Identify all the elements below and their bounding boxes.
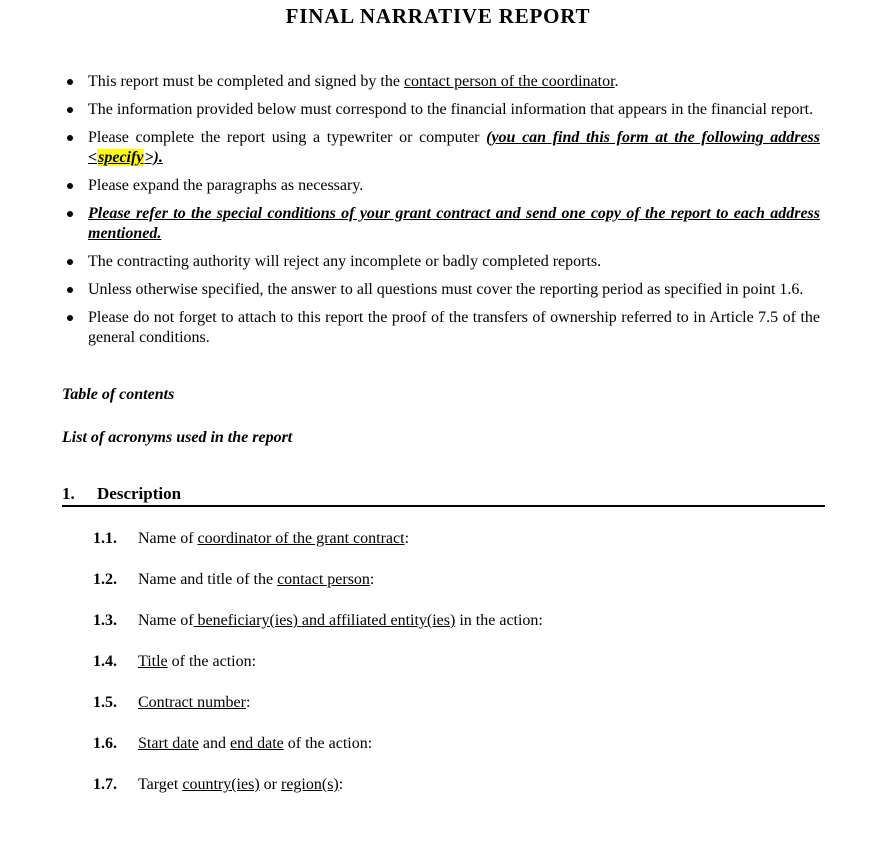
- item-1-3: [0, 611, 876, 631]
- bullet-text: [88, 204, 820, 244]
- section-title: Description: [97, 484, 182, 503]
- description-items: [0, 529, 876, 795]
- item-text: [138, 570, 836, 590]
- bullet-text: [88, 280, 820, 300]
- item-number: 1.5.: [93, 694, 117, 711]
- item-text: [138, 611, 836, 631]
- bullet-text: [88, 252, 820, 272]
- underlined-phrase: coordinator of the grant contract: [197, 530, 405, 547]
- underlined-phrase: Start date: [138, 735, 199, 752]
- bullet-item-2: [0, 100, 876, 120]
- text-segment: :: [404, 530, 410, 547]
- bullet-icon: [67, 79, 73, 85]
- underlined-phrase: beneficiary(ies) and affiliated entity(ies): [193, 612, 456, 629]
- underlined-phrase: Title: [138, 653, 168, 670]
- highlighted-placeholder: specify: [98, 149, 144, 166]
- text-segment: Unless otherwise specified, the answer to all questions must cover the reporting period as specified in point 1.6.: [88, 281, 804, 298]
- bullet-text: [88, 100, 820, 120]
- text-segment: or: [259, 776, 281, 793]
- item-1-7: [0, 775, 876, 795]
- text-segment: of the action:: [167, 653, 257, 670]
- text-segment: Name of: [138, 612, 194, 629]
- acronyms-heading: List of acronyms used in the report: [62, 429, 293, 446]
- item-1-1: [0, 529, 876, 549]
- emphasized-phrase: Please refer to the special conditions of your grant contract and send one copy of the report to each address mentioned.: [88, 205, 820, 242]
- text-segment: and: [198, 735, 230, 752]
- text-segment: :: [338, 776, 344, 793]
- underlined-phrase: contact person of the coordinator: [403, 73, 615, 90]
- item-number: 1.1.: [93, 530, 117, 547]
- instructions-list: [0, 72, 876, 348]
- bullet-icon: [67, 107, 73, 113]
- bullet-icon: [67, 135, 73, 141]
- text-segment: Name and title of the: [138, 571, 278, 588]
- bullet-item-5: [0, 204, 876, 244]
- underlined-phrase: end date: [229, 735, 284, 752]
- bullet-text: [88, 72, 820, 92]
- item-number: 1.7.: [93, 776, 117, 793]
- bullet-item-8: [0, 308, 876, 348]
- item-text: [138, 652, 836, 672]
- underlined-phrase: country(ies): [182, 776, 260, 793]
- item-1-5: [0, 693, 876, 713]
- bullet-text: [88, 128, 820, 168]
- text-segment: The contracting authority will reject any incomplete or badly completed reports.: [88, 253, 602, 270]
- underlined-phrase: region(s): [280, 776, 339, 793]
- text-segment: in the action:: [455, 612, 543, 629]
- text-segment: Please expand the paragraphs as necessary.: [88, 177, 364, 194]
- text-segment: The information provided below must correspond to the financial information that appears in the financial report.: [88, 101, 814, 118]
- bullet-text: [88, 308, 820, 348]
- item-number: 1.4.: [93, 653, 117, 670]
- item-text: [138, 734, 836, 754]
- item-number: 1.2.: [93, 571, 117, 588]
- bullet-icon: [67, 287, 73, 293]
- bullet-item-1: [0, 72, 876, 92]
- table-of-contents-heading: Table of contents: [62, 386, 175, 403]
- item-text: [138, 693, 836, 713]
- item-text: [138, 529, 836, 549]
- emphasized-phrase: (you can find this form at the following address <: [88, 129, 821, 166]
- item-1-6: [0, 734, 876, 754]
- item-number: 1.3.: [93, 612, 117, 629]
- item-text: [138, 775, 836, 795]
- bullet-item-7: [0, 280, 876, 300]
- text-segment: :: [245, 694, 251, 711]
- underlined-phrase: contact person: [277, 571, 370, 588]
- bullet-item-4: [0, 176, 876, 196]
- emphasized-phrase: >).: [144, 149, 163, 166]
- text-segment: Name of: [138, 530, 198, 547]
- text-segment: :: [369, 571, 375, 588]
- bullet-text: [88, 176, 820, 196]
- bullet-icon: [67, 183, 73, 189]
- item-1-2: [0, 570, 876, 590]
- text-segment: Please do not forget to attach to this report the proof of the transfers of ownership referred to in Article 7.5 of the general conditions.: [88, 309, 820, 346]
- item-number: 1.6.: [93, 735, 117, 752]
- item-1-4: [0, 652, 876, 672]
- text-segment: This report must be completed and signed by the: [88, 73, 404, 90]
- underlined-phrase: Contract number: [138, 694, 246, 711]
- section-heading-description: [62, 484, 825, 507]
- text-segment: .: [614, 73, 619, 90]
- text-segment: Please complete the report using a typewriter or computer: [88, 129, 487, 146]
- bullet-icon: [67, 211, 73, 217]
- text-segment: of the action:: [283, 735, 373, 752]
- bullet-icon: [67, 315, 73, 321]
- bullet-item-6: [0, 252, 876, 272]
- bullet-item-3: [0, 128, 876, 168]
- text-segment: Target: [138, 776, 183, 793]
- document-title: FINAL NARRATIVE REPORT: [285, 4, 591, 28]
- bullet-icon: [67, 259, 73, 265]
- section-number: 1.: [62, 484, 75, 503]
